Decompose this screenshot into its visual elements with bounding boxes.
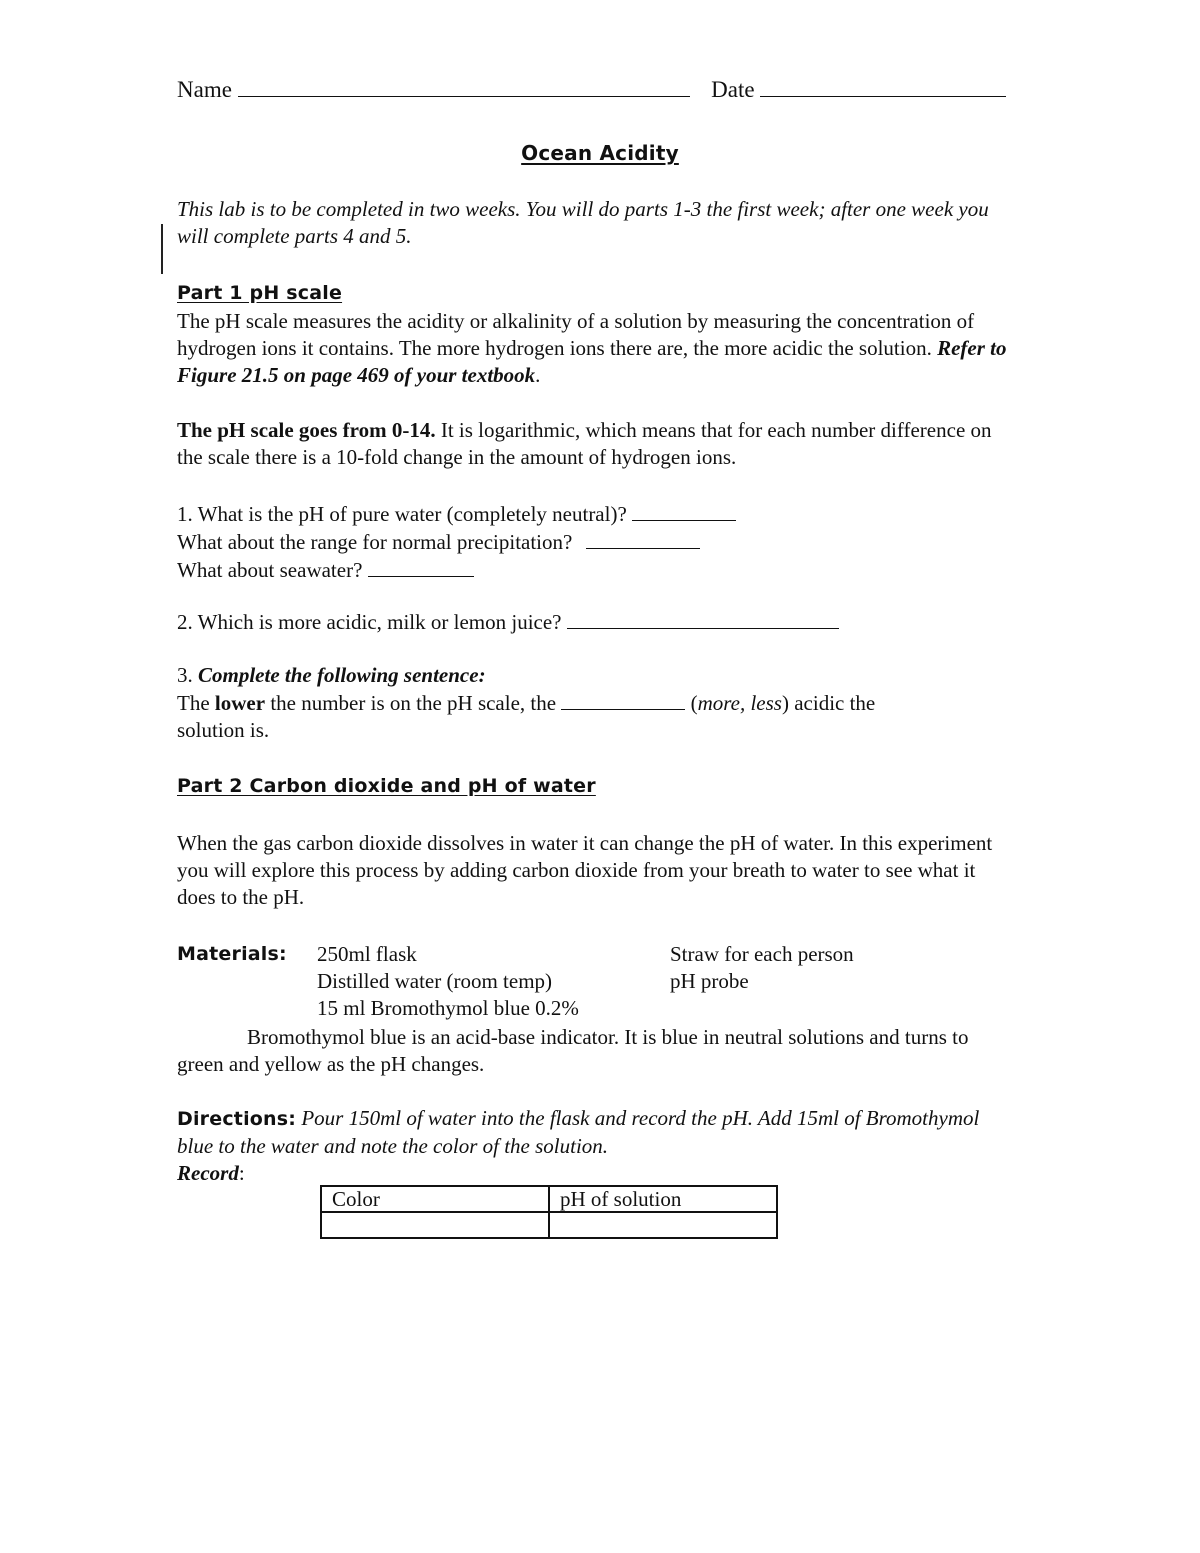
q2-answer-blank[interactable]	[567, 608, 839, 629]
part1-para-end: .	[535, 363, 541, 387]
material-item: Straw for each person	[670, 942, 854, 966]
record-label-row	[177, 1160, 245, 1187]
table-row	[321, 1186, 777, 1212]
material-item: 15 ml Bromothymol blue 0.2%	[317, 996, 579, 1020]
question-2	[177, 608, 1007, 636]
materials-list-left	[317, 941, 657, 1022]
question-1	[177, 500, 1007, 584]
q3-number: 3.	[177, 663, 193, 687]
material-item: Distilled water (room temp)	[317, 969, 553, 993]
directions-label: Directions:	[177, 1108, 297, 1130]
q3-answer-blank[interactable]	[561, 689, 685, 710]
ph-answer-cell[interactable]	[549, 1212, 777, 1238]
table-header-color: Color	[321, 1186, 549, 1212]
name-blank[interactable]	[238, 76, 690, 97]
ph-scale-paragraph	[177, 417, 1007, 471]
ph-scale-bold: The pH scale goes from 0-14.	[177, 418, 436, 442]
record-label: Record	[177, 1161, 239, 1185]
part2-paragraph: When the gas carbon dioxide dissolves in water it can change the pH of water. In this experiment you will explore this process by adding carbon dioxide from your breath to water to see what it does to the pH.	[177, 831, 993, 909]
header-row	[177, 76, 1027, 103]
q3-end: acidic the	[794, 691, 876, 715]
record-colon: :	[238, 1161, 245, 1185]
q3-label: Complete the following sentence:	[198, 663, 486, 687]
part2-heading: Part 2 Carbon dioxide and pH of water	[177, 775, 596, 797]
table-header-ph: pH of solution	[549, 1186, 777, 1212]
q1-seawater: What about seawater?	[177, 558, 363, 582]
directions-text: Pour 150ml of water into the flask and record the pH. Add 15ml of Bromothymol blue to the water and note the color of the solution.	[177, 1106, 980, 1158]
q3-tail: solution is.	[177, 718, 270, 742]
indicator-note: Bromothymol blue is an acid-base indicator. It is blue in neutral solutions and turns to green and yellow as the pH changes.	[177, 1025, 969, 1076]
intro-text: This lab is to be completed in two weeks. You will do parts 1-3 the first week; after one week you will complete parts 4 and 5.	[177, 197, 989, 248]
q3-options: more, less	[697, 691, 782, 715]
q3-the: The	[177, 691, 210, 715]
material-item: pH probe	[670, 969, 749, 993]
q3-mid: the number is on the pH scale, the	[270, 691, 557, 715]
material-item: 250ml flask	[317, 942, 417, 966]
materials-label: Materials:	[177, 943, 287, 965]
question-3: 3. Complete the following sentence: The lower the number is on the pH scale, the (more, less) acidic the solution is.	[177, 663, 876, 742]
ph-scale-text: It is logarithmic, which means that for each number difference on the scale there is a 10-fold change in the amount of hydrogen ions.	[177, 418, 992, 469]
part1-heading: Part 1 pH scale	[177, 282, 343, 304]
page-title: Ocean Acidity	[521, 141, 679, 165]
q1-answer-blank-c[interactable]	[368, 556, 474, 577]
q1-answer-blank-b[interactable]	[586, 528, 700, 549]
textbook-reference: Refer to Figure 21.5 on page 469 of your textbook	[177, 336, 1007, 387]
date-label: Date	[711, 77, 755, 102]
part1-paragraph	[177, 308, 1007, 389]
q3-lower: lower	[214, 691, 266, 715]
q1-precipitation: What about the range for normal precipitation?	[177, 530, 573, 554]
directions-paragraph	[177, 1105, 1007, 1160]
margin-change-bar	[161, 224, 163, 274]
date-blank[interactable]	[760, 76, 1006, 97]
q1-answer-blank-a[interactable]	[632, 500, 736, 521]
q1-pure-water: 1. What is the pH of pure water (completely neutral)?	[177, 502, 627, 526]
part1-para-text: The pH scale measures the acidity or alkalinity of a solution by measuring the concentration of hydrogen ions it contains. The more hydrogen ions there are, the more acidic the solution.	[177, 309, 975, 360]
name-label: Name	[177, 77, 232, 102]
table-row	[321, 1212, 777, 1238]
q2-text: 2. Which is more acidic, milk or lemon juice?	[177, 610, 562, 634]
materials-list-right	[670, 941, 1010, 995]
color-answer-cell[interactable]	[321, 1212, 549, 1238]
record-table	[320, 1185, 778, 1239]
